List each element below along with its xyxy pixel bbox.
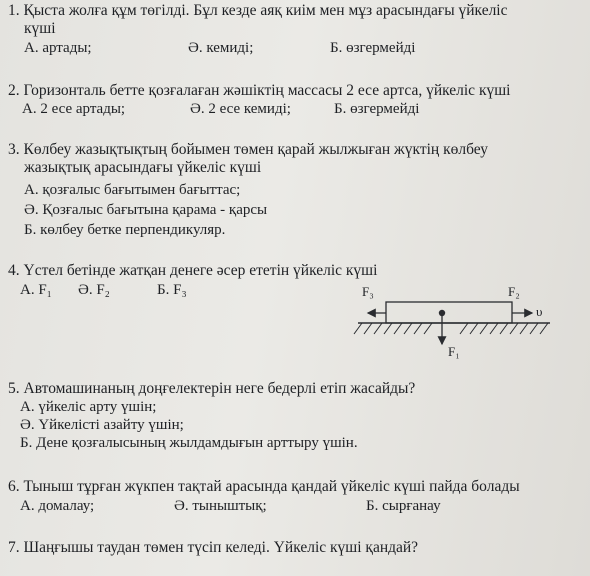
question-3: 3. Көлбеу жазықтықтың бойымен төмен қарай жылжыған жүктің көлбеу xyxy=(8,141,489,158)
center-dot xyxy=(439,310,445,316)
question-4: 4. Үстел бетінде жатқан денеге әсер ететін үйкеліс күші xyxy=(8,262,378,279)
question-1-cont: күші xyxy=(24,20,56,37)
label-f1: F₁ xyxy=(448,344,460,359)
q4-option-c: Б. F₃ xyxy=(157,282,187,298)
q2-option-b: Ә. 2 есе кемиді; xyxy=(190,101,291,117)
q3-option-c: Б. көлбеу бетке перпендикуляр. xyxy=(24,222,226,238)
q5-option-a: А. үйкеліс арту үшін; xyxy=(20,399,157,415)
q2-option-c: Б. өзгермейді xyxy=(334,101,420,117)
table-surface xyxy=(354,323,550,334)
question-7: 7. Шаңғышы таудан төмен түсіп келеді. Үйкеліс күші қандай? xyxy=(8,539,419,556)
question-3-cont: жазықтық арасындағы үйкеліс күші xyxy=(24,159,262,176)
q1-option-c: Б. өзгермейді xyxy=(330,40,416,56)
block xyxy=(386,302,512,323)
q1-option-a: А. артады; xyxy=(24,40,92,56)
q2-option-a: А. 2 есе артады; xyxy=(22,101,126,117)
q6-option-b: Ә. тыныштық; xyxy=(174,498,267,514)
q4-option-a: А. F₁ xyxy=(20,282,52,298)
q5-option-b: Ә. Үйкелісті азайту үшін; xyxy=(20,417,184,433)
q5-option-c: Б. Дене қозғалысының жылдамдығын арттыру үшін. xyxy=(20,435,358,451)
question-2: 2. Горизонталь бетте қозғалаған жәшіктің массасы 2 есе артса, үйкеліс күші xyxy=(8,82,511,99)
label-f2: F₂ xyxy=(508,284,520,299)
question-5: 5. Автомашинаның доңғелектерін неге бедерлі етіп жасайды? xyxy=(8,380,416,397)
force-diagram xyxy=(350,282,560,362)
q3-option-a: А. қозғалыс бағытымен бағыттас; xyxy=(24,182,241,198)
q6-option-a: А. домалау; xyxy=(20,498,95,514)
question-1: 1. Қыста жолға құм төгілді. Бұл кезде аяқ киім мен мұз арасындағы үйкеліс xyxy=(8,2,508,19)
question-6: 6. Тыныш тұрған жүкпен тақтай арасында қандай үйкеліс күші пайда болады xyxy=(8,478,520,495)
label-f3: F₃ xyxy=(362,284,374,299)
q6-option-c: Б. сырғанау xyxy=(366,498,441,514)
q3-option-b: Ә. Қозғалыс бағытына қарама - қарсы xyxy=(24,202,268,218)
q1-option-b: Ә. кемиді; xyxy=(188,40,254,56)
q4-option-b: Ә. F₂ xyxy=(78,282,110,298)
label-v: υ xyxy=(536,304,543,319)
